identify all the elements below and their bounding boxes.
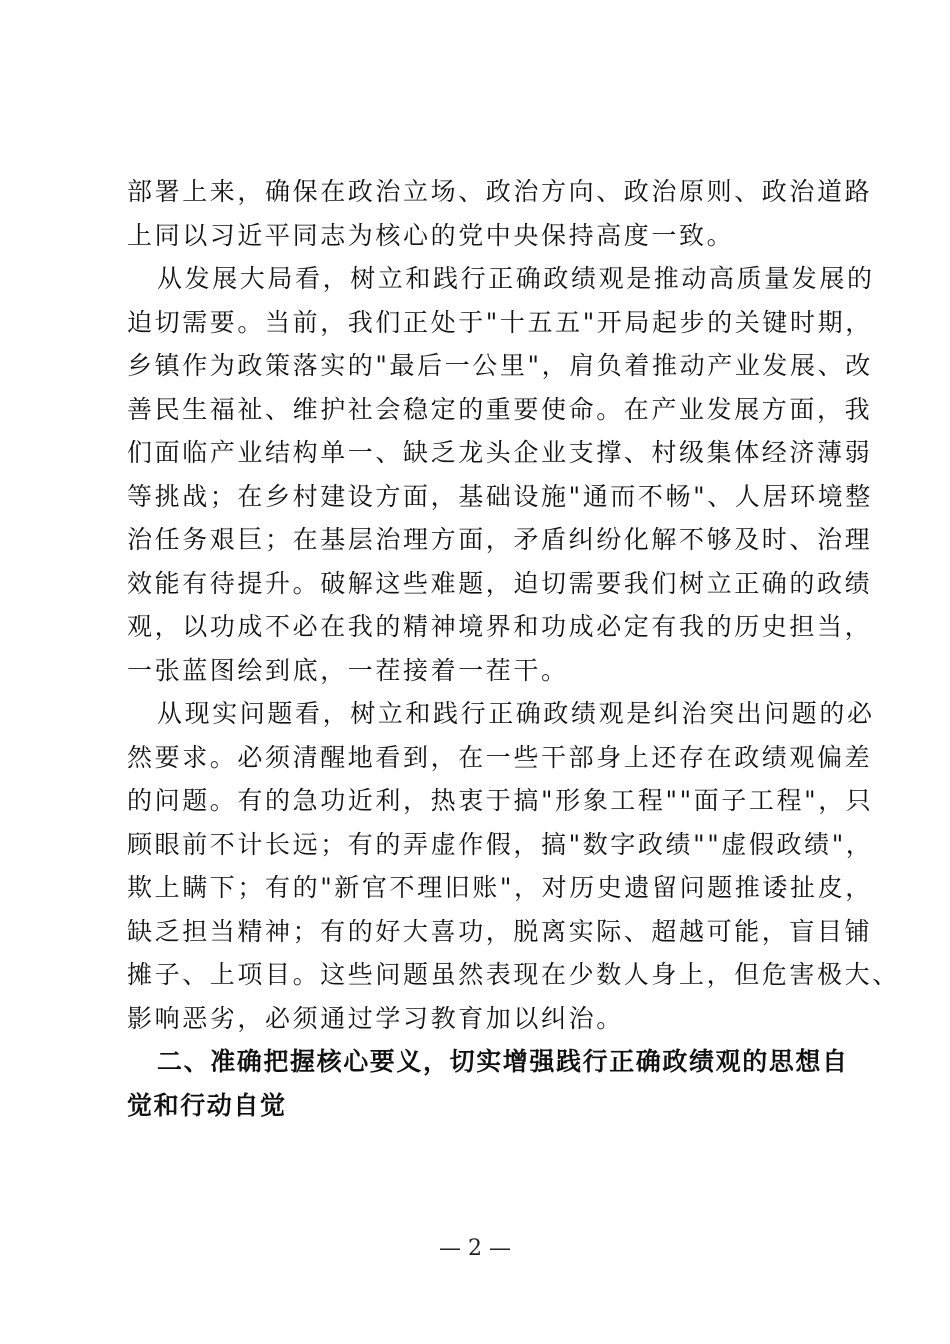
text-line: 顾眼前不计长远；有的弄虚作假，搞"数字政绩""虚假政绩"， — [127, 829, 874, 859]
text-line: 乡镇作为政策落实的"最后一公里"，肩负着推动产业发展、改 — [127, 351, 873, 380]
section-heading — [127, 1040, 849, 1127]
text-line: 然要求。必须清醒地看到，在一些干部身上还存在政绩观偏差 — [127, 742, 873, 772]
text-line: 的问题。有的急功近利，热衷于搞"形象工程""面子工程"，只 — [127, 786, 874, 815]
paragraph-development-overview — [127, 257, 875, 692]
text-line: 摊子、上项目。这些问题虽然表现在少数人身上，但危害极大、 — [127, 960, 900, 989]
heading-line: 二、准确把握核心要义，切实增强践行正确政绩观的思想自 — [157, 1047, 849, 1076]
text-line: 观，以功成不必在我的精神境界和功成必定有我的历史担当， — [127, 612, 873, 641]
paragraph-continuation — [127, 170, 873, 257]
text-line: 影响恶劣，必须通过学习教育加以纠治。 — [127, 1003, 624, 1033]
text-line: 欺上瞒下；有的"新官不理旧账"，对历史遗留问题推诿扯皮， — [127, 873, 873, 902]
paragraph-real-problems — [127, 692, 900, 1040]
text-line: 善民生福祉、维护社会稳定的重要使命。在产业发展方面，我 — [127, 394, 873, 424]
text-line: 缺乏担当精神；有的好大喜功，脱离实际、超越可能，盲目铺 — [127, 916, 873, 946]
text-line: 一张蓝图绘到底，一茬接着一茬干。 — [127, 655, 569, 685]
text-line: 效能有待提升。破解这些难题，迫切需要我们树立正确的政绩 — [127, 568, 873, 598]
document-body — [127, 170, 900, 1127]
text-line: 等挑战；在乡村建设方面，基础设施"通而不畅"、人居环境整 — [127, 481, 873, 511]
text-line: 部署上来，确保在政治立场、政治方向、政治原则、政治道路 — [127, 177, 873, 206]
text-line: 从发展大局看，树立和践行正确政绩观是推动高质量发展的 — [157, 264, 875, 293]
text-line: 上同以习近平同志为核心的党中央保持高度一致。 — [127, 220, 735, 250]
text-line: 治任务艰巨；在基层治理方面，矛盾纠纷化解不够及时、治理 — [127, 525, 873, 554]
heading-line: 觉和行动自觉 — [127, 1090, 287, 1120]
page-number: — 2 — — [439, 1236, 511, 1261]
text-line: 们面临产业结构单一、缺乏龙头企业支撑、村级集体经济薄弱 — [127, 438, 873, 467]
text-line: 从现实问题看，树立和践行正确政绩观是纠治突出问题的必 — [157, 699, 875, 728]
text-line: 迫切需要。当前，我们正处于"十五五"开局起步的关键时期， — [127, 307, 873, 337]
